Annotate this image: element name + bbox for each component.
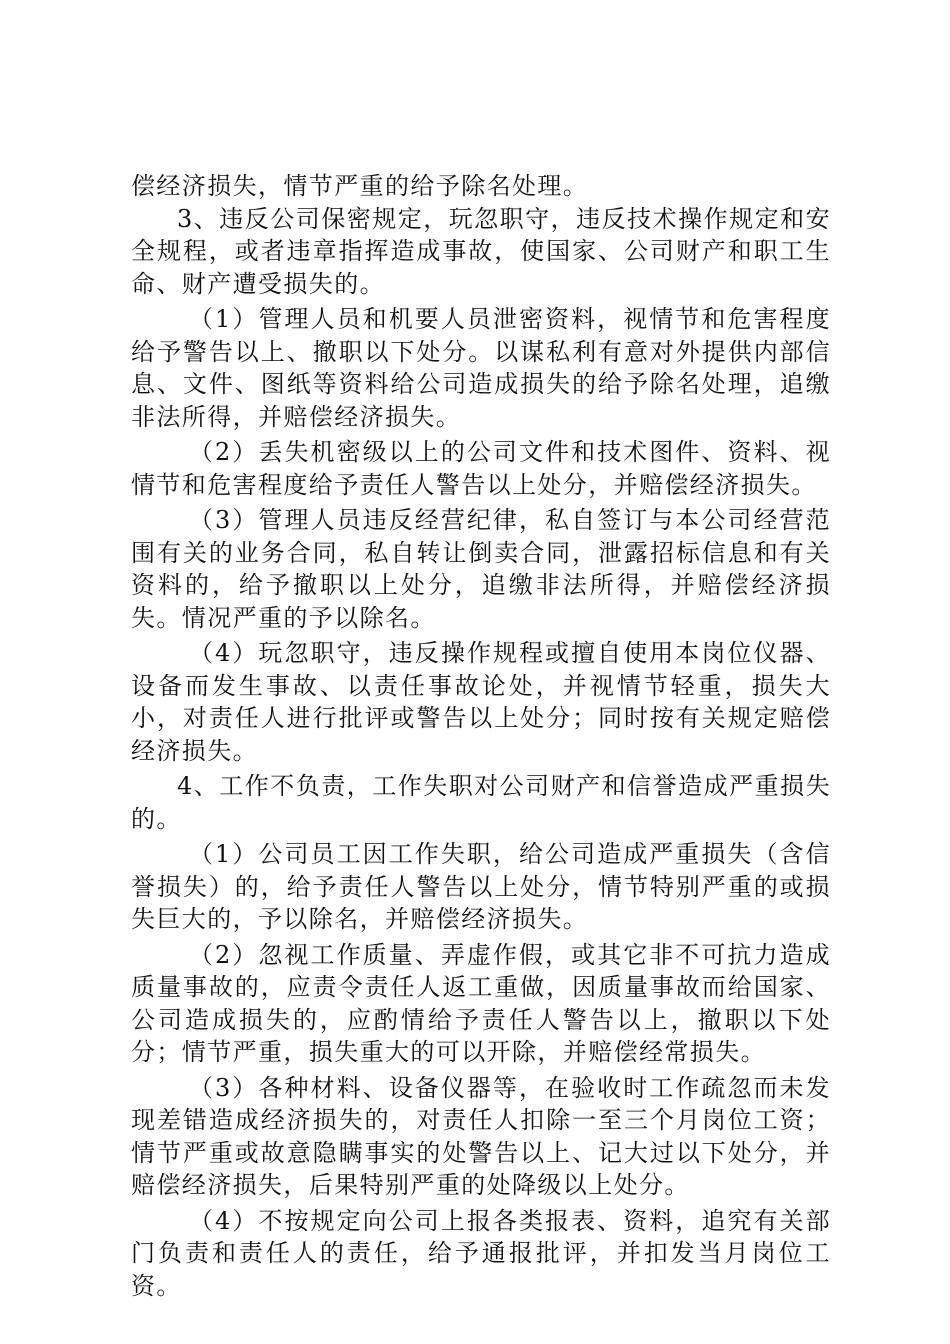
- document-body: [131, 170, 831, 1302]
- paragraph-item-4-2: （2）忽视工作质量、弄虚作假，或其它非不可抗力造成质量事故的，应责令责任人返工重做，因质量事故而给国家、公司造成损失的，应酌情给予责任人警告以上，撤职以下处分；情节严重，损失重大的可以开除，并赔偿经常损失。: [131, 940, 831, 1066]
- paragraph-item-4-4: （4）不按规定向公司上报各类报表、资料，追究有关部门负责和责任人的责任，给予通报批评，并扣发当月岗位工资。: [131, 1206, 831, 1300]
- paragraph-item-3-1: （1）管理人员和机要人员泄密资料，视情节和危害程度给予警告以上、撤职以下处分。以谋私利有意对外提供内部信息、文件、图纸等资料给公司造成损失的给予除名处理，追缴非法所得，并赔偿经济损失。: [131, 305, 831, 431]
- paragraph-item-3: 3、违反公司保密规定，玩忽职守，违反技术操作规定和安全规程，或者违章指挥造成事故，使国家、公司财产和职工生命、财产遭受损失的。: [131, 204, 831, 298]
- paragraph-item-4-1: （1）公司员工因工作失职，给公司造成严重损失（含信誉损失）的，给予责任人警告以上处分，情节特别严重的或损失巨大的，予以除名，并赔偿经济损失。: [131, 840, 831, 933]
- paragraph-continuation: 偿经济损失，情节严重的给予除名处理。: [131, 172, 589, 200]
- paragraph-item-4-3: （3）各种材料、设备仪器等，在验收时工作疏忽而未发现差错造成经济损失的，对责任人扣除一至三个月岗位工资；情节严重或故意隐瞒事实的处警告以上、记大过以下处分，并赔偿经济损失，后果特别严重的处降级以上处分。: [131, 1073, 831, 1199]
- paragraph-item-3-4: （4）玩忽职守，违反操作规程或擅自使用本岗位仪器、设备而发生事故、以责任事故论处，并视情节轻重，损失大小，对责任人进行批评或警告以上处分；同时按有关规定赔偿经济损失。: [131, 639, 831, 765]
- paragraph-item-3-2: （2）丢失机密级以上的公司文件和技术图件、资料、视情节和危害程度给予责任人警告以上处分，并赔偿经济损失。: [131, 438, 831, 499]
- paragraph-item-3-3: （3）管理人员违反经营纪律，私自签订与本公司经营范围有关的业务合同，私自转让倒卖合同，泄露招标信息和有关资料的，给予撤职以上处分，追缴非法所得，并赔偿经济损失。情况严重的予以除名。: [131, 506, 831, 632]
- paragraph-item-4: 4、工作不负责，工作失职对公司财产和信誉造成严重损失的。: [131, 772, 831, 833]
